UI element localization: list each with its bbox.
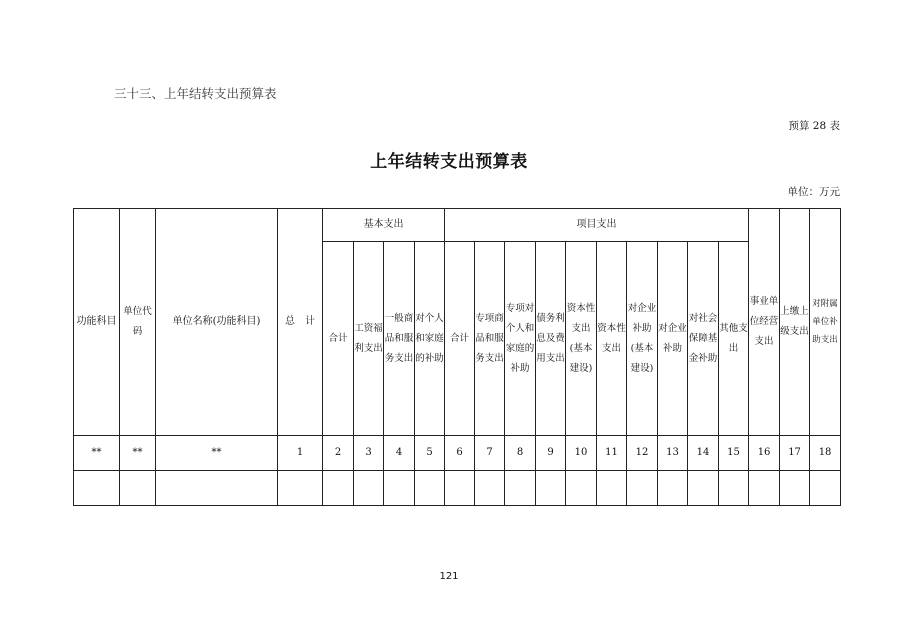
table-cell: 16: [749, 436, 780, 471]
header-basic-total: 合计: [323, 242, 354, 436]
table-cell: 6: [445, 436, 475, 471]
empty-cell: [536, 471, 566, 506]
table-cell: 18: [810, 436, 841, 471]
table-cell: 15: [719, 436, 749, 471]
header-capital: 资本性支出: [597, 242, 627, 436]
table-cell: 9: [536, 436, 566, 471]
header-special-personal: 专项对个人和家庭的补助: [505, 242, 536, 436]
empty-cell: [475, 471, 505, 506]
header-capital-infra: 资本性支出(基本建设): [566, 242, 597, 436]
header-goods-services: 一般商品和服务支出: [384, 242, 415, 436]
empty-cell: [627, 471, 658, 506]
header-project-total: 合计: [445, 242, 475, 436]
empty-cell: [749, 471, 780, 506]
header-superior-payment: 上缴上级支出: [780, 209, 810, 436]
empty-cell: [354, 471, 384, 506]
unit-label: 单位：万元: [787, 186, 840, 198]
table-cell: 3: [354, 436, 384, 471]
table-cell: **: [156, 436, 278, 471]
header-social-security: 对社会保障基金补助: [688, 242, 719, 436]
table-cell: 4: [384, 436, 415, 471]
empty-cell: [810, 471, 841, 506]
empty-cell: [120, 471, 156, 506]
empty-cell: [278, 471, 323, 506]
empty-cell: [658, 471, 688, 506]
header-project-expenditure: 项目支出: [445, 209, 749, 242]
table-cell: **: [120, 436, 156, 471]
header-enterprise: 对企业补助: [658, 242, 688, 436]
table-cell: 7: [475, 436, 505, 471]
empty-cell: [597, 471, 627, 506]
empty-cell: [780, 471, 810, 506]
empty-cell: [719, 471, 749, 506]
table-cell: 8: [505, 436, 536, 471]
empty-cell: [505, 471, 536, 506]
empty-cell: [688, 471, 719, 506]
table-cell: 13: [658, 436, 688, 471]
table-cell: 14: [688, 436, 719, 471]
header-basic-expenditure: 基本支出: [323, 209, 445, 242]
header-unit-name: 单位名称(功能科目): [156, 209, 278, 436]
table-cell: 12: [627, 436, 658, 471]
header-wages: 工资福利支出: [354, 242, 384, 436]
table-cell: 11: [597, 436, 627, 471]
page-number: 121: [439, 571, 459, 582]
empty-cell: [323, 471, 354, 506]
number-row: [74, 436, 841, 471]
header-unit-code: 单位代码: [120, 209, 156, 436]
empty-cell: [74, 471, 120, 506]
header-enterprise-infra: 对企业补助(基本建设): [627, 242, 658, 436]
empty-cell: [415, 471, 445, 506]
table-cell: 1: [278, 436, 323, 471]
header-special-goods: 专项商品和服务支出: [475, 242, 505, 436]
empty-cell: [156, 471, 278, 506]
header-personal-subsidy: 对个人和家庭的补助: [415, 242, 445, 436]
header-business-operation: 事业单位经营支出: [749, 209, 780, 436]
header-total: 总 计: [278, 209, 323, 436]
table-cell: **: [74, 436, 120, 471]
table-number: 预算 28 表: [788, 120, 840, 132]
header-affiliated-subsidy: 对附属单位补助支出: [810, 209, 841, 436]
budget-table: [73, 208, 841, 506]
table-cell: 10: [566, 436, 597, 471]
table-cell: 17: [780, 436, 810, 471]
empty-cell: [566, 471, 597, 506]
table-cell: 5: [415, 436, 445, 471]
header-debt-interest: 债务利息及费用支出: [536, 242, 566, 436]
page-title: 上年结转支出预算表: [370, 152, 528, 172]
section-heading: 三十三、上年结转支出预算表: [114, 86, 277, 101]
empty-cell: [445, 471, 475, 506]
header-function-subject: 功能科目: [74, 209, 120, 436]
empty-data-row: [74, 471, 841, 506]
empty-cell: [384, 471, 415, 506]
table-cell: 2: [323, 436, 354, 471]
header-other: 其他支出: [719, 242, 749, 436]
